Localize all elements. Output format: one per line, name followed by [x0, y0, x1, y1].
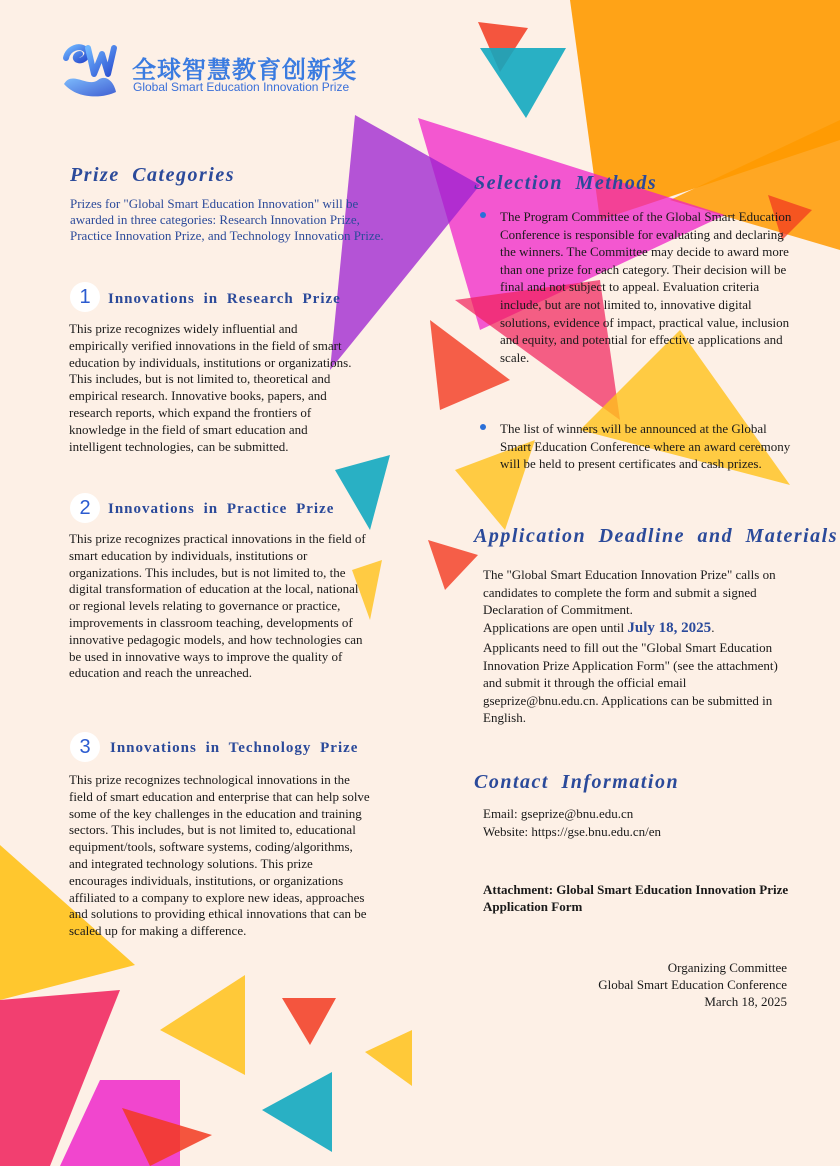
- deadline-prefix: Applications are open until: [483, 620, 628, 635]
- signature-block: [467, 959, 787, 1010]
- application-paragraph-1: The "Global Smart Education Innovation Prize" calls on candidates to complete the form and submit a signed Declaration of Commitment.: [483, 567, 776, 618]
- selection-methods-heading: Selection Methods: [474, 172, 658, 194]
- deco-triangle: [480, 48, 566, 118]
- bullet-dot: [480, 424, 486, 430]
- category-number-1: 1: [70, 282, 100, 312]
- signature-committee: Organizing Committee: [667, 960, 787, 975]
- logo-chinese-title: 全球智慧教育创新奖: [132, 56, 357, 84]
- prize-categories-intro: Prizes for "Global Smart Education Innovation" will be awarded in three categories: Research Innovation Prize, Practice Innovation Prize, and Technology Innovation Prize.: [70, 196, 384, 243]
- category-number-3: 3: [70, 732, 100, 762]
- deco-triangle: [335, 455, 390, 530]
- category-text-research: This prize recognizes widely influential and empirically verified innovations in the field of smart education by individuals, institutions or organizations. This includes, but is not limited to, theoretical and empirical research. Innovative books, papers, and research reports, which expand the frontiers of knowledge in the field of smart education and intelligent technologies, can be submitted.: [69, 321, 352, 454]
- deadline-date: July 18, 2025: [627, 620, 712, 636]
- deco-triangle: [160, 975, 245, 1075]
- category-title-technology: Innovations in Technology Prize: [110, 740, 359, 756]
- bullet-dot: [480, 212, 486, 218]
- contact-heading: Contact Information: [474, 771, 680, 793]
- application-paragraph-3: Applicants need to fill out the "Global Smart Education Innovation Prize Application Form" (see the attachment) and submit it through the official email gseprize@bnu.edu.cn. Applications can be submitted in English.: [483, 640, 778, 726]
- category-title-research: Innovations in Research Prize: [108, 291, 341, 307]
- deco-triangle: [428, 540, 478, 590]
- deco-triangle: [262, 1072, 332, 1152]
- category-title-practice: Innovations in Practice Prize: [108, 501, 335, 517]
- contact-website: Website: https://gse.bnu.edu.cn/en: [483, 824, 662, 839]
- deco-triangle: [430, 320, 510, 410]
- category-text-technology: This prize recognizes technological innovations in the field of smart education and enterprise that can help solve some of the key challenges in the education and training sectors. This includes, but is not limited to, educational equipment/tools, software systems, coding/algorithms, and integrated technology solutions. This prize encourages individuals, institutions, or organizations affiliated to a company to explore new ideas, approaches and solutions to providing ethical innovations that can be scaled up for making a difference.: [69, 772, 370, 939]
- attachment-note: Attachment: Global Smart Education Innovation Prize Application Form: [483, 882, 789, 914]
- signature-date: March 18, 2025: [704, 994, 787, 1009]
- deco-triangle: [282, 998, 336, 1045]
- prize-categories-heading: Prize Categories: [70, 164, 235, 186]
- selection-bullet-1: The Program Committee of the Global Smart Education Conference is responsible for evaluating and declaring the winners. The Committee may decide to award more than one prize for each category. Their decision will be final and not subject to appeal. Evaluation criteria include, but are not limited to, innovative digital solutions, evidence of impact, practical value, inclusion and equity, and potential for effective applications and scale.: [500, 209, 792, 365]
- application-deadline-line: [483, 619, 788, 638]
- deco-triangle: [365, 1030, 412, 1086]
- selection-bullet-2: The list of winners will be announced at the Global Smart Education Conference where an award ceremony will be held to present certificates and cash prizes.: [500, 421, 791, 472]
- category-text-practice: This prize recognizes practical innovations in the field of smart education by individuals, institutions or organizations. This includes, but is not limited to, the digital transformation of education at the local, national or regional levels relating to governance or practice, improvements in classroom teaching, developments of innovative pedagogic models, and how technologies can be used in innovative ways to improve the quality of education and reach the unreached.: [69, 531, 366, 681]
- signature-conference: Global Smart Education Conference: [598, 977, 787, 992]
- application-heading: Application Deadline and Materials: [474, 525, 839, 547]
- contact-email: Email: gseprize@bnu.edu.cn: [483, 806, 634, 821]
- deadline-suffix: .: [711, 620, 715, 635]
- prize-logo-icon: [58, 40, 120, 102]
- category-number-2: 2: [70, 493, 100, 523]
- logo-english-title: Global Smart Education Innovation Prize: [133, 80, 350, 94]
